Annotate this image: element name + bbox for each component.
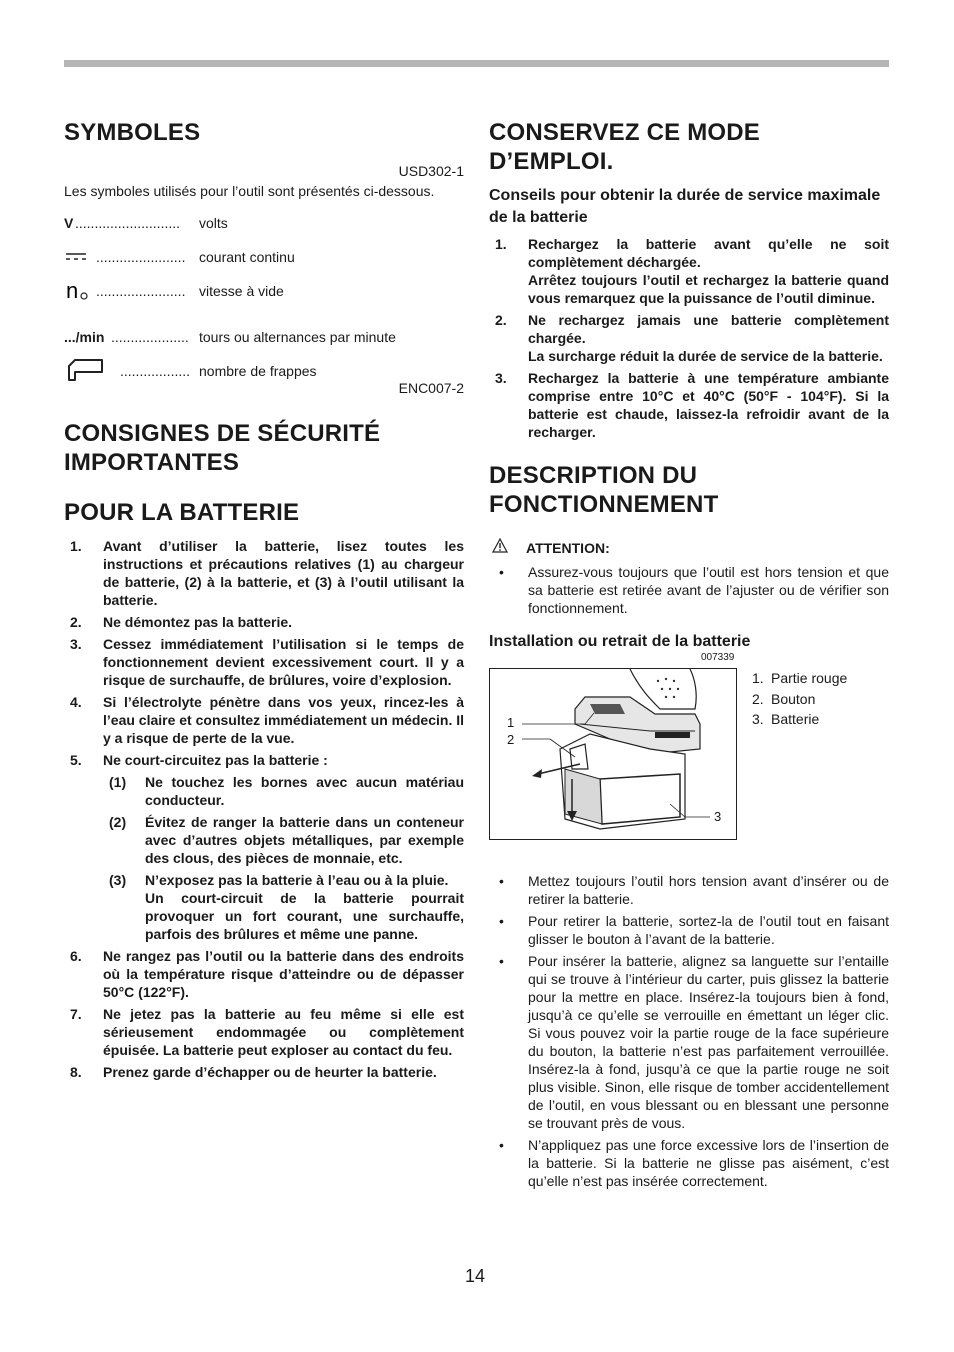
install-heading: Installation ou retrait de la batterie: [489, 633, 751, 650]
top-rule: [64, 60, 889, 67]
list-item: 7. Ne jetez pas la batterie au feu même si elle est sérieusement endommagée ou complètement épuisée. La batterie peut exploser au contact du feu.: [70, 1006, 464, 1058]
direct-current-icon: [64, 249, 88, 267]
list-item: • Mettez toujours l’outil hors tension avant d’insérer ou de retirer la batterie.: [489, 872, 889, 908]
symboles-code-bottom: ENC007-2: [398, 380, 464, 396]
page-number: 14: [465, 1266, 486, 1286]
consignes-list: [64, 537, 464, 1081]
list-item: 6. Ne rangez pas l’outil ou la batterie dans des endroits où la température risque d’atteindre ou de dépasser 50°C (122°F).: [70, 948, 464, 1000]
conservez-list: [489, 235, 889, 441]
list-item: 1. Avant d’utiliser la batterie, lisez toutes les instructions et précautions relatives (1) au chargeur de batterie, (2) à la batterie, et (3) à l’outil utilisant la batterie.: [70, 538, 464, 608]
conservez-heading: CONSERVEZ CE MODE D’EMPLOI.: [489, 119, 760, 175]
callout-2: 2: [507, 732, 515, 747]
symbol-key: .../min: [64, 329, 105, 345]
sub-item: (1) Ne touchez les bornes avec aucun matériau conducteur.: [109, 774, 464, 808]
sub-item: (3) N’exposez pas la batterie à l’eau ou à la pluie. Un court-circuit de la batterie pourrait provoquer un fort courant, une surchauffe, parfois des brûlures et même une panne.: [109, 872, 464, 942]
sub-list: [103, 773, 464, 943]
symbol-dots: ...........................: [75, 215, 181, 231]
figure-block: [489, 668, 889, 840]
symbol-dots: .......................: [96, 249, 186, 265]
left-column: [64, 118, 464, 1085]
list-item: 3. Cessez immédiatement l’utilisation si le temps de fonctionnement devient excessivement court. Il y a risque de surchauffe, de brûlures, voire d’explosion.: [70, 636, 464, 688]
symboles-heading: SYMBOLES: [64, 119, 201, 146]
list-item: 2. Ne rechargez jamais une batterie complètement chargée. La surcharge réduit la durée de service de la batterie.: [495, 312, 889, 364]
list-item: • Pour insérer la batterie, alignez sa languette sur l’entaille qui se trouve à l’intérieur du carter, puis glissez la batterie pour la mettre en place. Insérez-la toujours bien à fond, jusqu’à ce qu’elle se verrouille en émettant un léger clic. Si vous pouvez voir la partie rouge de la face supérieure du bouton, la batterie n’est pas parfaitement verrouillée. Insérez-la à fond, jusqu’à ce que la partie rouge ne soit plus visible. Sinon, elle risque de tomber accidentellement de l’outil, en vous blessant ou en blessant une personne se trouvant près de vous.: [489, 952, 889, 1132]
list-item: 4. Si l’électrolyte pénètre dans vos yeux, rincez-les à l’eau claire et consultez immédiatement un médecin. Il y a risque de perte de la vue.: [70, 694, 464, 746]
no-load-speed-icon: [64, 278, 92, 306]
symbol-label: courant continu: [199, 249, 295, 265]
svg-text:n: n: [66, 278, 79, 302]
callout-1: 1: [507, 715, 515, 730]
symbol-row-dc: [64, 248, 464, 282]
figure-code: 007339: [701, 652, 735, 663]
symbol-label: tours ou alternances par minute: [199, 329, 396, 345]
symbol-dots: .......................: [96, 283, 186, 299]
legend-item: 2. Bouton: [752, 690, 816, 707]
symbol-row-no-load-speed: [64, 278, 464, 328]
symboles-code: USD302-1: [398, 163, 464, 179]
list-item: • Pour retirer la batterie, sortez-la de l’outil tout en faisant glisser le bouton à l’avant de la batterie.: [489, 912, 889, 948]
symbol-row-per-min: [64, 328, 464, 362]
conservez-subtitle: Conseils pour obtenir la durée de service maximale de la batterie: [489, 187, 881, 226]
right-column: [489, 118, 889, 1194]
legend-item: 1. Partie rouge: [752, 670, 848, 686]
symbol-dots: ....................: [111, 329, 189, 345]
symboles-intro: Les symboles utilisés pour l’outil sont présentés ci-dessous.: [64, 183, 435, 199]
list-item: 3. Rechargez la batterie à une température ambiante comprise entre 10°C et 40°C (50°F - 104°F). Si la batterie est chaude, laissez-la refroidir avant de la recharger.: [495, 370, 889, 440]
install-list: [489, 872, 889, 1190]
symbol-label: volts: [199, 215, 228, 231]
symbols-list: [64, 214, 464, 380]
impact-icon: [64, 356, 104, 386]
tool-battery-illustration: [490, 669, 736, 839]
symbol-row-volts: [64, 214, 464, 248]
symbol-dots: ..................: [120, 363, 191, 379]
list-item: 1. Rechargez la batterie avant qu’elle ne soit complètement déchargée. Arrêtez toujours l’outil et rechargez la batterie quand vous remarquez que la puissance de l’outil diminue.: [495, 236, 889, 306]
list-item: • Assurez-vous toujours que l’outil est hors tension et que sa batterie est retirée avant de l’ajuster ou de vérifier son fonctionnement.: [489, 563, 889, 617]
list-item: • N’appliquez pas une force excessive lors de l’insertion de la batterie. Si la batterie ne glisse pas aisément, c’est qu’elle n’est pas insérée correctement.: [489, 1136, 889, 1190]
batterie-heading: POUR LA BATTERIE: [64, 499, 300, 526]
list-item: 8. Prenez garde d’échapper ou de heurter la batterie.: [70, 1064, 437, 1080]
battery-figure: [489, 668, 737, 840]
symbol-label: vitesse à vide: [199, 283, 284, 299]
figure-legend: [752, 668, 847, 730]
figure-code-row: [489, 653, 889, 668]
list-item: 2. Ne démontez pas la batterie.: [70, 614, 293, 630]
symbol-row-impacts: [64, 362, 464, 380]
attention-label: ATTENTION:: [489, 539, 889, 557]
symbol-label: nombre de frappes: [199, 363, 317, 379]
description-heading: DESCRIPTION DU FONCTIONNEMENT: [489, 462, 719, 518]
legend-item: 3. Batterie: [752, 711, 820, 727]
list-item: 5. Ne court-circuitez pas la batterie : (1) Ne touchez les bornes avec aucun matériau conducteur. (2) Évitez de ranger la batterie dans un conteneur avec d’autres objets métalliques, par exemple des clous, des pièces de monnaie, etc. (3) N’exposez pas la batterie à l’eau ou à la pluie. Un court-circuit de la batterie pourrait provoquer un fort courant, une surchauffe, parfois des brûlures et même une panne.: [70, 752, 464, 942]
attention-list: [489, 563, 889, 617]
sub-item: (2) Évitez de ranger la batterie dans un conteneur avec d’autres objets métalliques, par exemple des clous, des pièces de monnaie, etc.: [109, 814, 464, 866]
warning-icon: [492, 538, 508, 557]
symbol-key: V: [64, 215, 74, 231]
callout-3: 3: [714, 809, 722, 824]
consignes-heading: CONSIGNES DE SÉCURITÉ IMPORTANTES: [64, 420, 381, 476]
